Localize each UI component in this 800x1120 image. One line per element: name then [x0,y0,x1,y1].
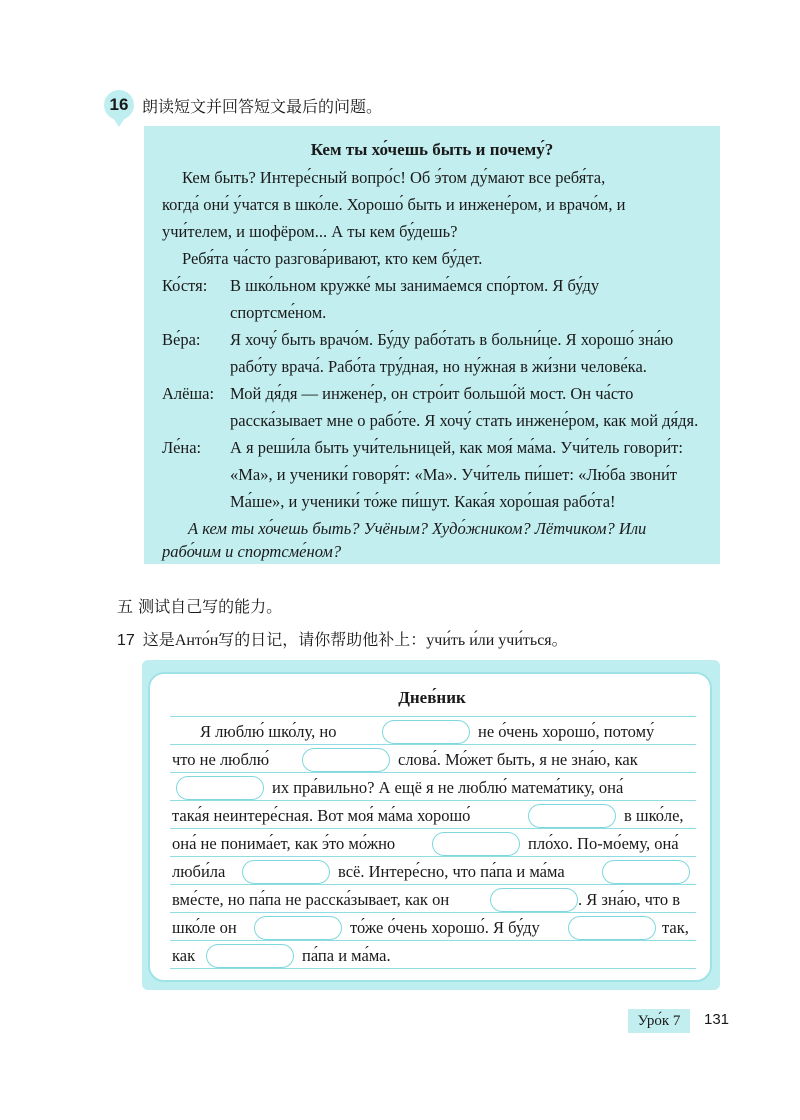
page-number: 131 [704,1011,730,1028]
diary-text: в шко́ле, [624,806,684,825]
section-heading: 五 测试自己写的能力。 [117,597,283,616]
diary-title: Днев́ник [398,688,466,707]
reading-panel [144,126,720,564]
ruled-line [170,856,696,857]
dialog-line: «Ма», и ученики́ говоря́т: «Ма». Учи́тель пи́шет: «Лю́ба звони́т [230,465,678,484]
exercise-16-header [104,90,382,120]
speaker-name: Ко́стя: [162,276,208,295]
diary-text: Я люблю́ шко́лу, но [200,722,337,741]
answer-blank[interactable] [206,944,294,968]
ruled-line [170,744,696,745]
exercise-number: 17 [117,632,135,649]
answer-blank[interactable] [302,748,390,772]
diary-text: вме́сте, но па́па не расска́зывает, как он [172,890,450,909]
diary-text: па́па и ма́ма. [302,946,391,965]
answer-blank[interactable] [382,720,470,744]
diary-text: что не люблю́ [172,750,270,769]
ruled-line [170,912,696,913]
dialog-line: Мой дя́дя — инжене́р, он стро́ит большо́й мост. Он ча́сто [230,384,634,403]
answer-blank[interactable] [254,916,342,940]
student-name: Анто́н [174,632,219,649]
speaker-name: Алёша: [162,384,215,403]
diary-text: слова́. Мо́жет быть, я не зна́ю, как [398,750,638,769]
target-words: учи́ть и́ли учи́ться。 [426,632,568,649]
diary-text: . Я зна́ю, что в [578,890,681,909]
answer-blank[interactable] [490,888,578,912]
diary-page [148,672,712,982]
speaker-name: Ле́на: [162,438,202,457]
question-line: А кем ты хо́чешь быть? Учёным? Худо́жником? Лётчиком? Или [188,519,647,538]
reading-line: учи́телем, и шофёром... А ты кем бу́дешь? [162,222,458,241]
instruction-text: 这是 [142,630,175,649]
diary-text: люби́ла [172,862,226,881]
question-line: рабо́чим и спортсме́ном? [162,542,342,561]
diary-text: она́ не понима́ет, как э́то мо́жно [172,834,396,853]
speaker-name: Ве́ра: [162,330,201,349]
diary-text: то́же о́чень хорошо́. Я бу́ду [350,918,540,937]
ruled-line [170,716,696,717]
diary-text: всё. Интере́сно, что па́па и ма́ма [338,862,565,881]
reading-line: Кем быть? Интере́сный вопро́с! Об э́том ду́мают все ребя́та, [182,168,606,187]
exercise-17-instruction [117,627,568,650]
dialog-line: спортсме́ном. [230,303,327,322]
dialog-line: В шко́льном кружке́ мы занима́емся спо́ртом. Я бу́ду [230,276,600,295]
reading-title: Кем ты хо́чешь быть и почему́? [310,140,554,159]
diary-text: пло́хо. По-мо́ему, она́ [528,834,679,853]
diary-text: их пра́вильно? А ещё я не люблю́ матема́тику, она́ [272,778,624,797]
ruled-line [170,772,696,773]
answer-blank[interactable] [176,776,264,800]
diary-text: шко́ле он [172,918,237,937]
answer-blank[interactable] [602,860,690,884]
dialog-line: расска́зывает мне о рабо́те. Я хочу́ стать инжене́ром, как мой дя́дя. [230,411,699,430]
exercise-number-badge: 16 [104,90,134,120]
diary-text: как [172,946,196,965]
reading-line: когда́ они́ у́чатся в шко́ле. Хорошо́ быть и инжене́ром, и врачо́м, и [162,195,626,214]
ruled-line [170,968,696,969]
dialog-line: А я реши́ла быть учи́тельницей, как моя́ ма́ма. Учи́тель говори́т: [230,438,683,457]
diary-notebook [142,660,720,990]
lesson-tag: Уро́к 7 [628,1009,690,1033]
instruction-text: 写的日记，请你帮助他补上： [218,630,427,649]
dialog-line: рабо́ту врача́. Рабо́та тру́дная, но ну́жная в жи́зни челове́ка. [230,357,647,376]
reading-line: Ребя́та ча́сто разгова́ривают, кто кем бу́дет. [182,249,483,268]
ruled-line [170,800,696,801]
diary-text: така́я неинтере́сная. Вот моя́ ма́ма хорошо́ [172,806,471,825]
answer-blank[interactable] [528,804,616,828]
answer-blank[interactable] [242,860,330,884]
dialog-line: Я хочу́ быть врачо́м. Бу́ду рабо́тать в больни́це. Я хорошо́ зна́ю [230,330,674,349]
diary-text: не о́чень хорошо́, потому́ [478,722,655,741]
ruled-line [170,940,696,941]
ruled-line [170,828,696,829]
exercise-16-instruction: 朗读短文并回答短文最后的问题。 [142,96,383,116]
dialog-line: Ма́ше», и ученики́ то́же пи́шут. Кака́я хоро́шая рабо́та! [230,492,616,511]
diary-text: так, [662,918,689,937]
answer-blank[interactable] [568,916,656,940]
answer-blank[interactable] [432,832,520,856]
ruled-line [170,884,696,885]
